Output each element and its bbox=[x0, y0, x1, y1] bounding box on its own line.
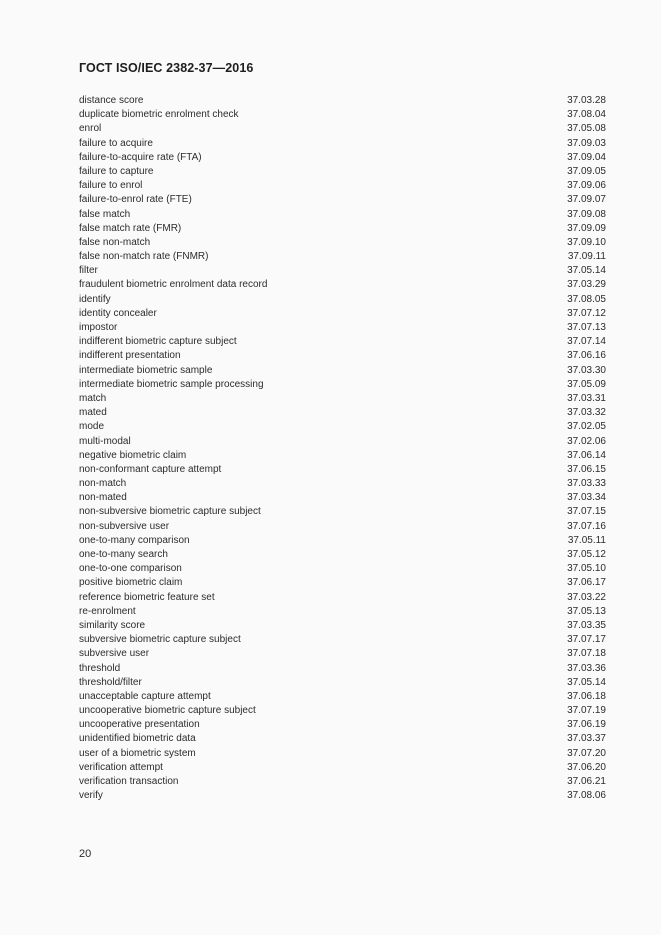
index-row bbox=[79, 676, 606, 690]
index-term: false non-match rate (FNMR) bbox=[79, 251, 209, 263]
index-reference-number: 37.06.20 bbox=[567, 761, 606, 773]
index-reference-number: 37.05.09 bbox=[567, 378, 606, 390]
index-row bbox=[79, 761, 606, 775]
index-term: non-subversive user bbox=[79, 520, 170, 532]
index-row bbox=[79, 591, 606, 605]
index-reference-number: 37.07.17 bbox=[567, 634, 606, 646]
index-reference-number: 37.05.10 bbox=[567, 563, 606, 575]
index-term: filter bbox=[79, 265, 98, 277]
index-reference-number: 37.03.31 bbox=[567, 392, 606, 404]
index-reference-number: 37.03.22 bbox=[567, 591, 606, 603]
index-term: intermediate biometric sample processing bbox=[79, 378, 264, 390]
index-row bbox=[79, 505, 606, 519]
index-reference-number: 37.07.14 bbox=[567, 336, 606, 348]
index-row bbox=[79, 690, 606, 704]
index-reference-number: 37.09.09 bbox=[567, 222, 606, 234]
index-term: failure-to-acquire rate (FTA) bbox=[79, 151, 202, 163]
index-term: unidentified biometric data bbox=[79, 733, 196, 745]
page-header-title: ГОСТ ISO/IEC 2382-37—2016 bbox=[79, 61, 254, 75]
index-row bbox=[79, 122, 606, 136]
index-term: enrol bbox=[79, 123, 102, 135]
index-term: non-subversive biometric capture subject bbox=[79, 506, 261, 518]
index-reference-number: 37.02.05 bbox=[567, 421, 606, 433]
index-term: non-match bbox=[79, 478, 127, 490]
index-term: verification attempt bbox=[79, 761, 163, 773]
index-row bbox=[79, 364, 606, 378]
index-reference-number: 37.05.11 bbox=[567, 534, 606, 546]
index-term: multi-modal bbox=[79, 435, 131, 447]
index-row bbox=[79, 704, 606, 718]
index-row bbox=[79, 534, 606, 548]
index-term: failure to enrol bbox=[79, 180, 143, 192]
index-reference-number: 37.03.35 bbox=[567, 619, 606, 631]
index-term: negative biometric claim bbox=[79, 449, 187, 461]
index-reference-number: 37.06.16 bbox=[567, 350, 606, 362]
index-reference-number: 37.09.05 bbox=[567, 165, 606, 177]
index-reference-number: 37.03.33 bbox=[567, 478, 606, 490]
index-reference-number: 37.06.19 bbox=[567, 719, 606, 731]
index-reference-number: 37.03.28 bbox=[567, 95, 606, 106]
index-row bbox=[79, 236, 606, 250]
page-number: 20 bbox=[79, 848, 92, 860]
index-reference-number: 37.03.29 bbox=[567, 279, 606, 291]
index-term: re-enrolment bbox=[79, 605, 136, 617]
index-reference-number: 37.05.12 bbox=[567, 549, 606, 560]
index-term: reference biometric feature set bbox=[79, 591, 215, 603]
index-term: one-to-many search bbox=[79, 549, 168, 560]
index-row bbox=[79, 321, 606, 335]
index-term: unacceptable capture attempt bbox=[79, 690, 211, 702]
index-term: one-to-one comparison bbox=[79, 563, 182, 575]
index-row bbox=[79, 548, 606, 562]
index-row bbox=[79, 619, 606, 633]
index-term: failure to acquire bbox=[79, 137, 153, 149]
index-row bbox=[79, 662, 606, 676]
index-reference-number: 37.02.06 bbox=[567, 435, 606, 447]
index-row bbox=[79, 747, 606, 761]
index-reference-number: 37.06.14 bbox=[567, 449, 606, 461]
index-term: fraudulent biometric enrolment data record bbox=[79, 279, 268, 291]
index-row bbox=[79, 520, 606, 534]
index-row bbox=[79, 250, 606, 264]
index-reference-number: 37.09.10 bbox=[567, 236, 606, 248]
index-row bbox=[79, 562, 606, 576]
index-row bbox=[79, 108, 606, 122]
index-row bbox=[79, 151, 606, 165]
index-term: non-mated bbox=[79, 492, 127, 504]
index-row bbox=[79, 165, 606, 179]
index-term: subversive user bbox=[79, 648, 150, 660]
index-reference-number: 37.05.14 bbox=[567, 676, 606, 688]
index-term: user of a biometric system bbox=[79, 747, 196, 759]
index-reference-number: 37.06.17 bbox=[567, 577, 606, 589]
index-reference-number: 37.08.04 bbox=[567, 109, 606, 121]
index-row bbox=[79, 775, 606, 789]
index-row bbox=[79, 576, 606, 590]
index-row bbox=[79, 278, 606, 292]
index-row bbox=[79, 307, 606, 321]
index-reference-number: 37.07.19 bbox=[567, 705, 606, 717]
index-row bbox=[79, 378, 606, 392]
index-term: impostor bbox=[79, 322, 118, 333]
index-term: indifferent biometric capture subject bbox=[79, 336, 237, 348]
index-term: mode bbox=[79, 421, 105, 433]
index-row bbox=[79, 94, 606, 108]
index-row bbox=[79, 392, 606, 406]
index-row bbox=[79, 179, 606, 193]
index-term: one-to-many comparison bbox=[79, 534, 190, 546]
index-reference-number: 37.09.08 bbox=[567, 208, 606, 220]
index-term: similarity score bbox=[79, 619, 146, 631]
index-reference-number: 37.09.04 bbox=[567, 151, 606, 163]
index-reference-number: 37.03.34 bbox=[567, 492, 606, 504]
index-term: match bbox=[79, 392, 107, 404]
index-term: intermediate biometric sample bbox=[79, 364, 213, 376]
index-row bbox=[79, 647, 606, 661]
index-row bbox=[79, 406, 606, 420]
index-row bbox=[79, 718, 606, 732]
index-row bbox=[79, 491, 606, 505]
index-reference-number: 37.05.14 bbox=[567, 265, 606, 277]
index-term: failure-to-enrol rate (FTE) bbox=[79, 194, 192, 206]
index-term: indifferent presentation bbox=[79, 350, 181, 362]
index-row bbox=[79, 335, 606, 349]
index-term: non-conformant capture attempt bbox=[79, 463, 222, 475]
index-term: failure to capture bbox=[79, 165, 154, 177]
term-index-list bbox=[79, 94, 606, 803]
index-reference-number: 37.03.36 bbox=[567, 662, 606, 674]
index-row bbox=[79, 208, 606, 222]
index-row bbox=[79, 477, 606, 491]
index-row bbox=[79, 193, 606, 207]
index-term: mated bbox=[79, 407, 107, 419]
index-reference-number: 37.08.06 bbox=[567, 790, 606, 802]
index-row bbox=[79, 435, 606, 449]
index-term: verification transaction bbox=[79, 776, 179, 787]
index-reference-number: 37.08.05 bbox=[567, 293, 606, 305]
index-term: distance score bbox=[79, 95, 144, 106]
index-term: false non-match bbox=[79, 236, 151, 248]
index-reference-number: 37.07.13 bbox=[567, 322, 606, 333]
index-reference-number: 37.06.18 bbox=[567, 690, 606, 702]
index-row bbox=[79, 293, 606, 307]
index-term: uncooperative biometric capture subject bbox=[79, 705, 256, 717]
index-term: subversive biometric capture subject bbox=[79, 634, 241, 646]
index-term: identity concealer bbox=[79, 307, 157, 319]
index-term: verify bbox=[79, 790, 103, 802]
index-row bbox=[79, 449, 606, 463]
index-row bbox=[79, 789, 606, 803]
index-row bbox=[79, 420, 606, 434]
index-term: false match bbox=[79, 208, 131, 220]
index-row bbox=[79, 137, 606, 151]
index-term: positive biometric claim bbox=[79, 577, 183, 589]
index-reference-number: 37.07.20 bbox=[567, 747, 606, 759]
index-reference-number: 37.07.12 bbox=[567, 307, 606, 319]
index-term: threshold/filter bbox=[79, 676, 142, 688]
index-row bbox=[79, 605, 606, 619]
index-term: false match rate (FMR) bbox=[79, 222, 182, 234]
index-row bbox=[79, 349, 606, 363]
index-reference-number: 37.07.16 bbox=[567, 520, 606, 532]
index-reference-number: 37.03.37 bbox=[567, 733, 606, 745]
index-reference-number: 37.07.18 bbox=[567, 648, 606, 660]
index-reference-number: 37.09.11 bbox=[567, 251, 606, 263]
index-reference-number: 37.09.07 bbox=[567, 194, 606, 206]
index-term: duplicate biometric enrolment check bbox=[79, 109, 239, 121]
index-term: uncooperative presentation bbox=[79, 719, 200, 731]
index-row bbox=[79, 222, 606, 236]
index-reference-number: 37.06.21 bbox=[567, 776, 606, 787]
index-reference-number: 37.05.13 bbox=[567, 605, 606, 617]
index-reference-number: 37.06.15 bbox=[567, 463, 606, 475]
index-reference-number: 37.07.15 bbox=[567, 506, 606, 518]
index-reference-number: 37.09.03 bbox=[567, 137, 606, 149]
index-reference-number: 37.09.06 bbox=[567, 180, 606, 192]
index-row bbox=[79, 732, 606, 746]
index-row bbox=[79, 264, 606, 278]
index-term: identify bbox=[79, 293, 111, 305]
index-row bbox=[79, 463, 606, 477]
index-term: threshold bbox=[79, 662, 121, 674]
index-row bbox=[79, 633, 606, 647]
index-reference-number: 37.03.30 bbox=[567, 364, 606, 376]
index-reference-number: 37.03.32 bbox=[567, 407, 606, 419]
index-reference-number: 37.05.08 bbox=[567, 123, 606, 135]
